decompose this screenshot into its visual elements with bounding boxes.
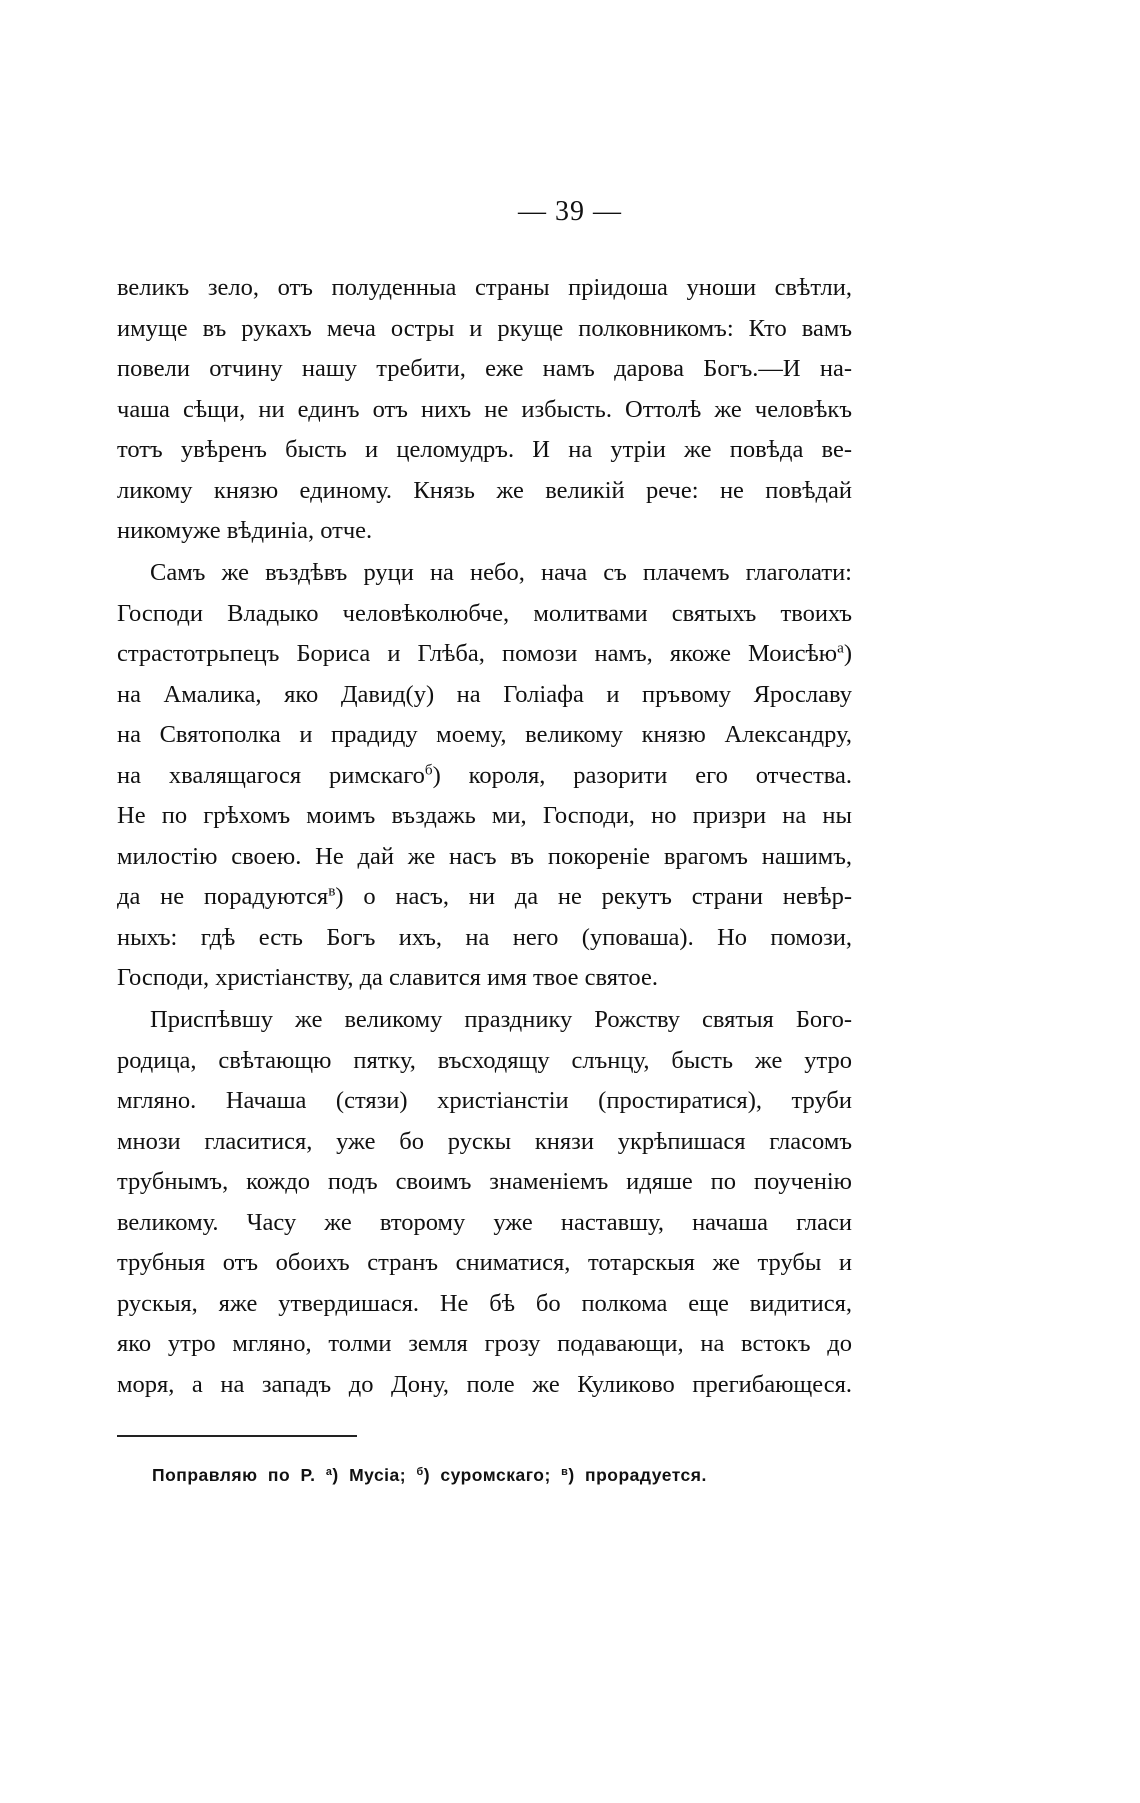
text-line: Господи, христіанству, да славится имя твое святое.: [117, 964, 658, 991]
text-line: никомуже вѣдиніа, отче.: [117, 517, 373, 544]
footnote-marker-a: а: [325, 1466, 333, 1479]
text-line: мгляно. Начаша (стязи) христіанстіи (простиратися), труби: [117, 1087, 852, 1114]
text-line: [117, 877, 852, 918]
text-line: тотъ увѣренъ бысть и целомудръ. И на утріи же повѣда ве-: [117, 436, 852, 463]
footnote-a: ) Мусіа;: [332, 1465, 407, 1485]
footnote: [152, 1465, 852, 1486]
text-line-part: ) короля, разорити его отчества.: [432, 761, 852, 789]
text-line: Господи Владыко человѣколюбче, молитвами святыхъ твоихъ: [117, 599, 852, 627]
text-line-part: страстотрьпецъ Бориса и Глѣба, помози намъ, якоже Моисѣю: [117, 640, 838, 667]
text-line: ныхъ: гдѣ есть Богъ ихъ, на него (уповаша). Но помози,: [117, 923, 852, 951]
text-line-part: ): [843, 640, 852, 667]
footnote-v: ) прорадуется.: [568, 1465, 707, 1485]
text-line: трубнымъ, кождо подъ своимъ знаменіемъ идяше по поученію: [117, 1168, 852, 1195]
footnote-intro: Поправляю по Р.: [152, 1465, 316, 1485]
text-line: имуще въ рукахъ меча остры и ркуще полковникомъ: Кто вамъ: [117, 314, 852, 342]
paragraph-2: [117, 553, 852, 999]
text-line: на Святополка и прадиду моему, великому князю Александру,: [117, 721, 852, 748]
footnote-divider: [117, 1435, 357, 1437]
text-line: мнози гласитися, уже бо рускы князи укрѣпишася гласомъ: [117, 1127, 852, 1155]
text-line-part: ) о насъ, ни да не рекутъ страни невѣр-: [335, 883, 852, 910]
text-line: родица, свѣтающю пятку, въсходящу слънцу, бысть же утро: [117, 1046, 852, 1074]
text-line: трубныя отъ обоихъ странъ сниматися, тотарскыя же трубы и: [117, 1249, 852, 1276]
text-line: великъ зело, отъ полуденныа страны пріидоша уноши свѣтли,: [117, 274, 852, 301]
text-line: Не по грѣхомъ моимъ въздажь ми, Господи, но призри на ны: [117, 802, 852, 829]
text-line: яко утро мгляно, толми земля грозу подавающи, на встокъ до: [117, 1330, 852, 1357]
text-line: Приспѣвшу же великому празднику Рожству святыя Бого-: [150, 1006, 852, 1033]
footnote-marker-v: в: [561, 1466, 569, 1479]
text-line: [117, 634, 852, 675]
page-number: — 39 —: [518, 196, 622, 227]
footnote-marker-v: в: [328, 882, 336, 900]
text-line: Самъ же въздѣвъ руци на небо, нача съ плачемъ глаголати:: [150, 559, 852, 586]
footnote-marker-a: а: [837, 639, 844, 657]
footnote-marker-b: б: [416, 1466, 424, 1479]
text-line: повели отчину нашу требити, еже намъ дарова Богъ.—И на-: [117, 355, 852, 382]
text-line: моря, а на западъ до Дону, поле же Куликово прегибающеся.: [117, 1370, 852, 1398]
text-line: на Амалика, яко Давид(у) на Голіафа и пръвому Ярославу: [117, 680, 852, 708]
paragraph-1: [117, 268, 852, 552]
text-line: ликому князю единому. Князь же великій рече: не повѣдай: [117, 476, 852, 504]
text-line: [117, 756, 852, 797]
footnote-marker-b: б: [424, 761, 433, 779]
text-line: великому. Часу же второму уже наставшу, начаша гласи: [117, 1208, 852, 1236]
text-line-part: на хвалящагося римскаго: [117, 761, 425, 789]
text-line: чаша сѣщи, ни единъ отъ нихъ не избысть. Оттолѣ же человѣкъ: [117, 395, 852, 423]
footnote-b: ) суромскаго;: [423, 1465, 551, 1485]
text-line-part: да не порадуются: [117, 883, 329, 910]
text-line: рускыя, яже утвердишася. Не бѣ бо полкома еще видитися,: [117, 1289, 852, 1317]
paragraph-3: [117, 1000, 852, 1405]
text-line: милостію своею. Не дай же насъ въ покореніе врагомъ нашимъ,: [117, 842, 852, 870]
